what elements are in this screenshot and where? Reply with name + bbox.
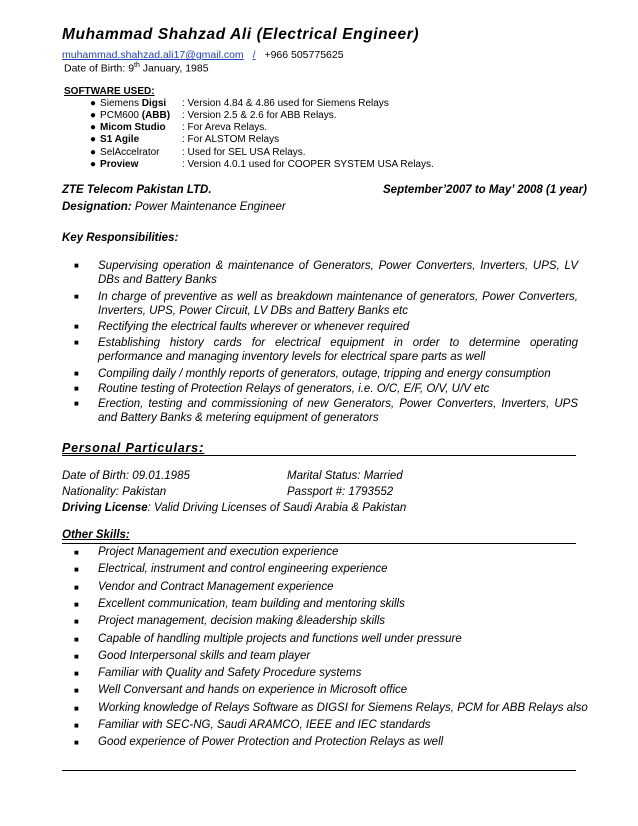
skill-item: Well Conversant and hands on experience in Microsoft office — [98, 684, 408, 697]
skill-item: Vendor and Contract Management experience — [98, 580, 334, 593]
square-bullet-icon: ■ — [74, 703, 79, 713]
software-desc: : Version 4.0.1 used for COOPER SYSTEM USA Relays. — [182, 159, 434, 170]
phone-number: +966 505775625 — [264, 49, 344, 61]
responsibility-item: In charge of preventive as well as breakdown maintenance of generators, Power Converters, Inverters, UPS, Power Circuit, LV DBs and Battery Banks etc — [98, 291, 578, 317]
software-desc: : Used for SEL USA Relays. — [182, 147, 306, 158]
skill-item: Good Interpersonal skills and team player — [98, 649, 311, 662]
personal-dob: Date of Birth: 09.01.1985 — [62, 470, 190, 482]
software-desc: : Version 2.5 & 2.6 for ABB Relays. — [182, 110, 337, 121]
email-link[interactable]: muhammad.shahzad.ali17@gmail.com — [62, 49, 244, 61]
skill-item: Capable of handling multiple projects and functions well under pressure — [98, 632, 462, 645]
square-bullet-icon: ■ — [74, 548, 79, 557]
square-bullet-icon: ■ — [74, 369, 79, 378]
designation: Designation: Power Maintenance Engineer — [62, 201, 286, 213]
square-bullet-icon: ■ — [74, 686, 79, 696]
personal-license: Driving License: Valid Driving Licenses of Saudi Arabia & Pakistan — [62, 502, 407, 514]
square-bullet-icon: ■ — [74, 338, 79, 347]
skill-item: Electrical, instrument and control engineering experience — [98, 563, 388, 576]
skill-item: Project management, decision making &leadership skills — [98, 615, 386, 628]
software-item — [90, 110, 337, 121]
bullet-icon: ● — [90, 98, 97, 109]
software-name: ● SelAccelrator — [90, 147, 160, 158]
software-desc: : For Areva Relays. — [182, 122, 268, 133]
bullet-icon: ● — [90, 134, 97, 145]
skill-item: Good experience of Power Protection and Protection Relays as well — [98, 736, 444, 749]
contact-separator: / — [252, 49, 256, 61]
software-item — [90, 122, 267, 133]
software-item — [90, 98, 389, 109]
date-of-birth-header: Date of Birth: 9th January, 1985 — [64, 62, 209, 75]
contact-line — [62, 49, 344, 61]
square-bullet-icon: ■ — [74, 292, 79, 301]
personal-passport: Passport #: 1793552 — [287, 486, 394, 498]
square-bullet-icon: ■ — [74, 634, 79, 644]
skill-item: Working knowledge of Relays Software as DIGSI for Siemens Relays, PCM for ABB Relays also — [98, 701, 588, 714]
square-bullet-icon: ■ — [74, 617, 79, 627]
square-bullet-icon: ■ — [74, 399, 79, 408]
job-period: September’2007 to May’ 2008 (1 year) — [383, 184, 587, 196]
skills-heading: Other Skills: — [62, 529, 130, 541]
personal-heading: Personal Particulars: — [62, 439, 205, 455]
square-bullet-icon: ■ — [74, 384, 79, 393]
square-bullet-icon: ■ — [74, 599, 79, 609]
responsibility-item: Rectifying the electrical faults wherever or whenever required — [98, 321, 410, 333]
square-bullet-icon: ■ — [74, 261, 79, 270]
software-name: ● Micom Studio — [90, 122, 166, 133]
software-name: ● Proview — [90, 159, 139, 170]
skills-divider — [62, 543, 576, 544]
company-name: ZTE Telecom Pakistan LTD. — [62, 184, 212, 196]
responsibility-item: Compiling daily / monthly reports of generators, outage, tripping and energy consumption — [98, 368, 551, 380]
square-bullet-icon: ■ — [74, 582, 79, 592]
personal-marital: Marital Status: Married — [287, 470, 403, 482]
square-bullet-icon: ■ — [74, 565, 79, 575]
software-desc: : For ALSTOM Relays — [182, 134, 280, 145]
software-heading: SOFTWARE USED: — [64, 86, 155, 97]
responsibility-item: Establishing history cards for electrical equipment in order to determine operating performance and managing inventory levels for electrical spare parts as well — [98, 337, 578, 363]
name-title: Muhammad Shahzad Ali (Electrical Engineer) — [62, 26, 420, 43]
skill-item: Project Management and execution experience — [98, 546, 339, 558]
bullet-icon: ● — [90, 147, 97, 158]
skill-item: Familiar with SEC-NG, Saudi ARAMCO, IEEE and IEC standards — [98, 719, 431, 731]
personal-divider — [62, 455, 576, 456]
software-name: ● PCM600 (ABB) — [90, 110, 171, 121]
bullet-icon: ● — [90, 159, 97, 170]
software-item — [90, 134, 279, 145]
square-bullet-icon: ■ — [74, 322, 79, 331]
square-bullet-icon: ■ — [74, 651, 79, 661]
software-item — [90, 147, 306, 158]
personal-nationality: Nationality: Pakistan — [62, 486, 167, 498]
responsibility-item: Routine testing of Protection Relays of generators, i.e. O/C, E/F, O/V, U/V etc — [98, 383, 490, 395]
skill-item: Excellent communication, team building and mentoring skills — [98, 597, 405, 610]
responsibilities-heading: Key Responsibilities: — [62, 232, 179, 244]
bullet-icon: ● — [90, 110, 97, 121]
software-desc: : Version 4.84 & 4.86 used for Siemens Relays — [182, 98, 389, 109]
software-name: ● S1 Agile — [90, 134, 140, 145]
skill-item: Familiar with Quality and Safety Procedure systems — [98, 667, 362, 680]
bullet-icon: ● — [90, 122, 97, 133]
software-item — [90, 159, 434, 170]
square-bullet-icon: ■ — [74, 669, 79, 679]
square-bullet-icon: ■ — [74, 738, 79, 748]
square-bullet-icon: ■ — [74, 721, 79, 730]
footer-divider — [62, 770, 576, 771]
responsibility-item: Erection, testing and commissioning of new Generators, Power Converters, Inverters, UPS and Battery Banks & metering equipment of generators — [98, 398, 578, 424]
software-name: ● Siemens Digsi — [90, 98, 167, 109]
responsibility-item: Supervising operation & maintenance of Generators, Power Converters, Inverters, UPS, LV DBs and Battery Banks — [98, 260, 578, 286]
